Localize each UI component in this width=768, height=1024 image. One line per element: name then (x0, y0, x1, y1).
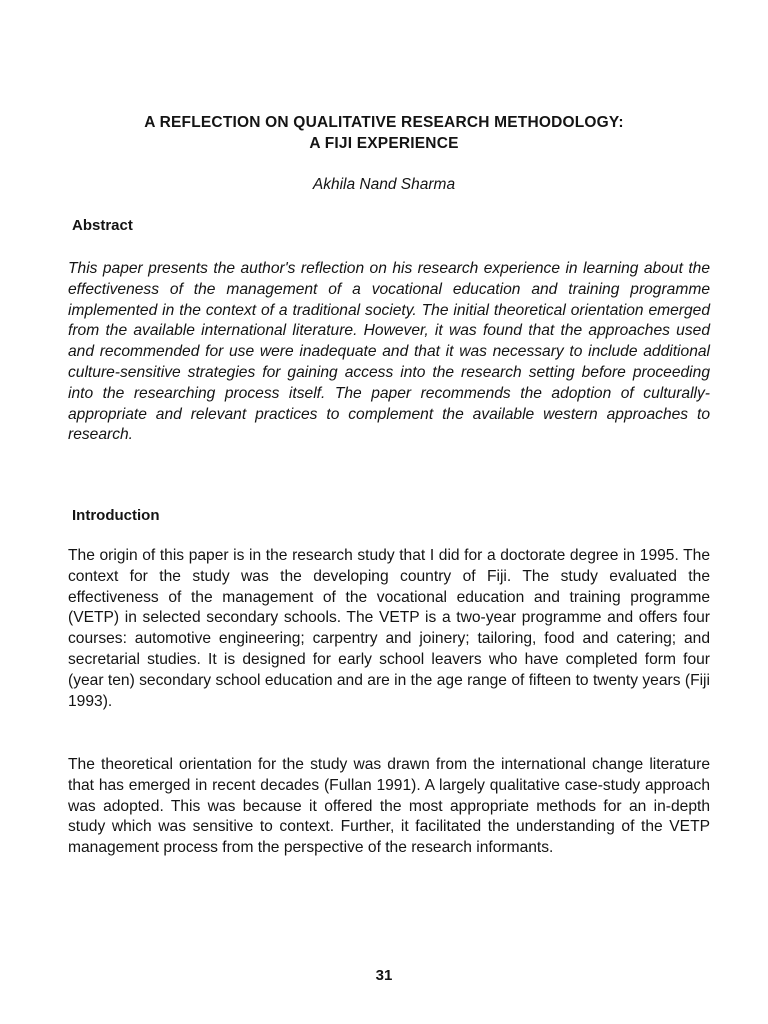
introduction-paragraph-2: The theoretical orientation for the study was drawn from the international change literature that has emerged in recent decades (Fullan 1991). A largely qualitative case-study approach was adopted. This was because it offered the most appropriate methods for an in-depth study which was sensitive to context. Further, it facilitated the understanding of the VETP management process from the perspective of the research informants. (68, 756, 710, 857)
introduction-heading: Introduction (72, 507, 160, 524)
abstract-text: This paper presents the author's reflection on his research experience in learning about the effectiveness of the management of a vocational education and training programme implemented in the context of a traditional society. The initial theoretical orientation emerged from the available international literature. However, it was found that the approaches used and recommended for use were inadequate and that it was necessary to include additional culture-sensitive strategies for gaining access into the research setting before proceeding into the researching process itself. The paper recommends the adoption of culturally-appropriate and relevant practices to complement the available western approaches to research. (68, 260, 710, 444)
page-number: 31 (375, 967, 393, 984)
author-name: Akhila Nand Sharma (312, 176, 456, 193)
title-line-2: A FIJI EXPERIENCE (309, 135, 459, 152)
introduction-paragraph-1: The origin of this paper is in the research study that I did for a doctorate degree in 1995. The context for the study was the developing country of Fiji. The study evaluated the effectiveness of the management of the vocational education and training programme (VETP) in selected secondary schools. The VETP is a two-year programme and offers four courses: automotive engineering; carpentry and joinery; tailoring, food and catering; and secretarial studies. It is designed for early school leavers who have completed form four (year ten) secondary school education and are in the age range of fifteen to twenty years (Fiji 1993). (68, 547, 710, 710)
abstract-heading: Abstract (72, 217, 133, 234)
paper-title (0, 112, 768, 154)
title-line-1: A REFLECTION ON QUALITATIVE RESEARCH METHODOLOGY: (144, 114, 624, 131)
